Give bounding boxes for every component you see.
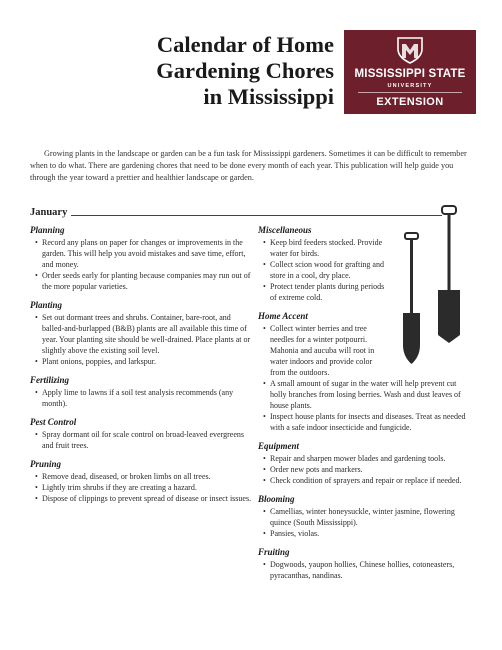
list-item: • Camellias, winter honeysuckle, winter jasmine, flowering quince (South Mississippi). (270, 506, 472, 528)
section-fruiting (258, 547, 472, 581)
list-item: • Remove dead, diseased, or broken limbs on all trees. (42, 471, 252, 482)
section-heading: Fertilizing (30, 375, 70, 385)
section-heading: Home Accent (258, 311, 308, 321)
month-rule (30, 215, 442, 216)
page-title (112, 32, 334, 110)
shovel-icon (403, 233, 420, 364)
list-item: • Spray dormant oil for scale control on broad-leaved evergreens and fruit trees. (42, 429, 252, 451)
left-column (30, 225, 252, 512)
section-planning (30, 225, 252, 292)
list-item: • Order seeds early for planting because companies may run out of the more popular varieties. (42, 270, 252, 292)
list-item: • Pansies, violas. (270, 528, 472, 539)
list-item: • Keep bird feeders stocked. Provide water for birds. (270, 237, 388, 259)
list-item: • Check condition of sprayers and repair or replace if needed. (270, 475, 472, 486)
section-heading: Pest Control (30, 417, 77, 427)
section-planting (30, 300, 252, 367)
intro-paragraph: Growing plants in the landscape or garden can be a fun task for Mississippi gardeners. Sometimes it can be difficult to remember when to do what. There are gardening chores that need to be done every month of each year. This publication will help guide you through the year toward a prettier and healthier landscape or garden. (30, 149, 467, 183)
section-equipment (258, 441, 472, 486)
list-item: • Apply lime to lawns if a soil test analysis recommends (any month). (42, 387, 252, 409)
section-pruning (30, 459, 252, 504)
section-blooming (258, 494, 472, 539)
logo-line-extension: EXTENSION (376, 96, 444, 108)
list-item: • Plant onions, poppies, and larkspur. (42, 356, 252, 367)
logo-line-university: UNIVERSITY (387, 83, 433, 89)
list-item: • Set out dormant trees and shrubs. Container, bare-root, and balled-and-burlapped (B&B) plants are all available this time of year. Your planting site should be well-drained. Place plants at or slightly above the existing soil level. (42, 312, 252, 356)
list-item: • Order new pots and markers. (270, 464, 472, 475)
list-item: • Protect tender plants during periods of extreme cold. (270, 281, 388, 303)
title-line: in Mississippi (203, 84, 334, 109)
spade-icon (438, 206, 460, 343)
title-line: Gardening Chores (156, 58, 334, 83)
list-item: • Collect scion wood for grafting and store in a cool, dry place. (270, 259, 388, 281)
list-item: • Repair and sharpen mower blades and gardening tools. (270, 453, 472, 464)
month-heading: January (30, 207, 71, 218)
section-heading: Equipment (258, 441, 300, 451)
logo-divider (358, 92, 462, 93)
list-item: • A small amount of sugar in the water will help prevent cut holly branches from losing berries. Wash and dust leaves of house plants. (270, 378, 472, 411)
section-fertilizing (30, 375, 252, 409)
section-heading: Miscellaneous (258, 225, 312, 235)
section-heading: Pruning (30, 459, 62, 469)
section-heading: Planning (30, 225, 65, 235)
list-item: • Collect winter berries and tree needles for a winter potpourri. Mahonia and aucuba will root in water indoors and provide color from the outdoors. (270, 323, 388, 378)
list-item: • Lightly trim shrubs if they are creating a hazard. (42, 482, 252, 493)
title-line: Calendar of Home (156, 32, 334, 57)
garden-tools-illustration (394, 205, 474, 365)
month-heading-row (30, 207, 442, 221)
list-item: • Record any plans on paper for changes or improvements in the garden. This will help you avoid mistakes and save time, effort, and money. (42, 237, 252, 270)
logo-line-university-name: MISSISSIPPI STATE (354, 68, 466, 80)
list-item: • Inspect house plants for insects and diseases. Treat as needed with a safe indoor insecticide and fungicide. (270, 411, 472, 433)
list-item: • Dogwoods, yaupon hollies, Chinese hollies, cotoneasters, pyracanthas, nandinas. (270, 559, 472, 581)
msu-extension-logo (344, 30, 476, 114)
section-heading: Fruiting (258, 547, 290, 557)
section-pest-control (30, 417, 252, 451)
section-heading: Blooming (258, 494, 295, 504)
section-heading: Planting (30, 300, 63, 310)
shield-icon (396, 36, 424, 64)
list-item: • Dispose of clippings to prevent spread of disease or insect issues. (42, 493, 252, 504)
